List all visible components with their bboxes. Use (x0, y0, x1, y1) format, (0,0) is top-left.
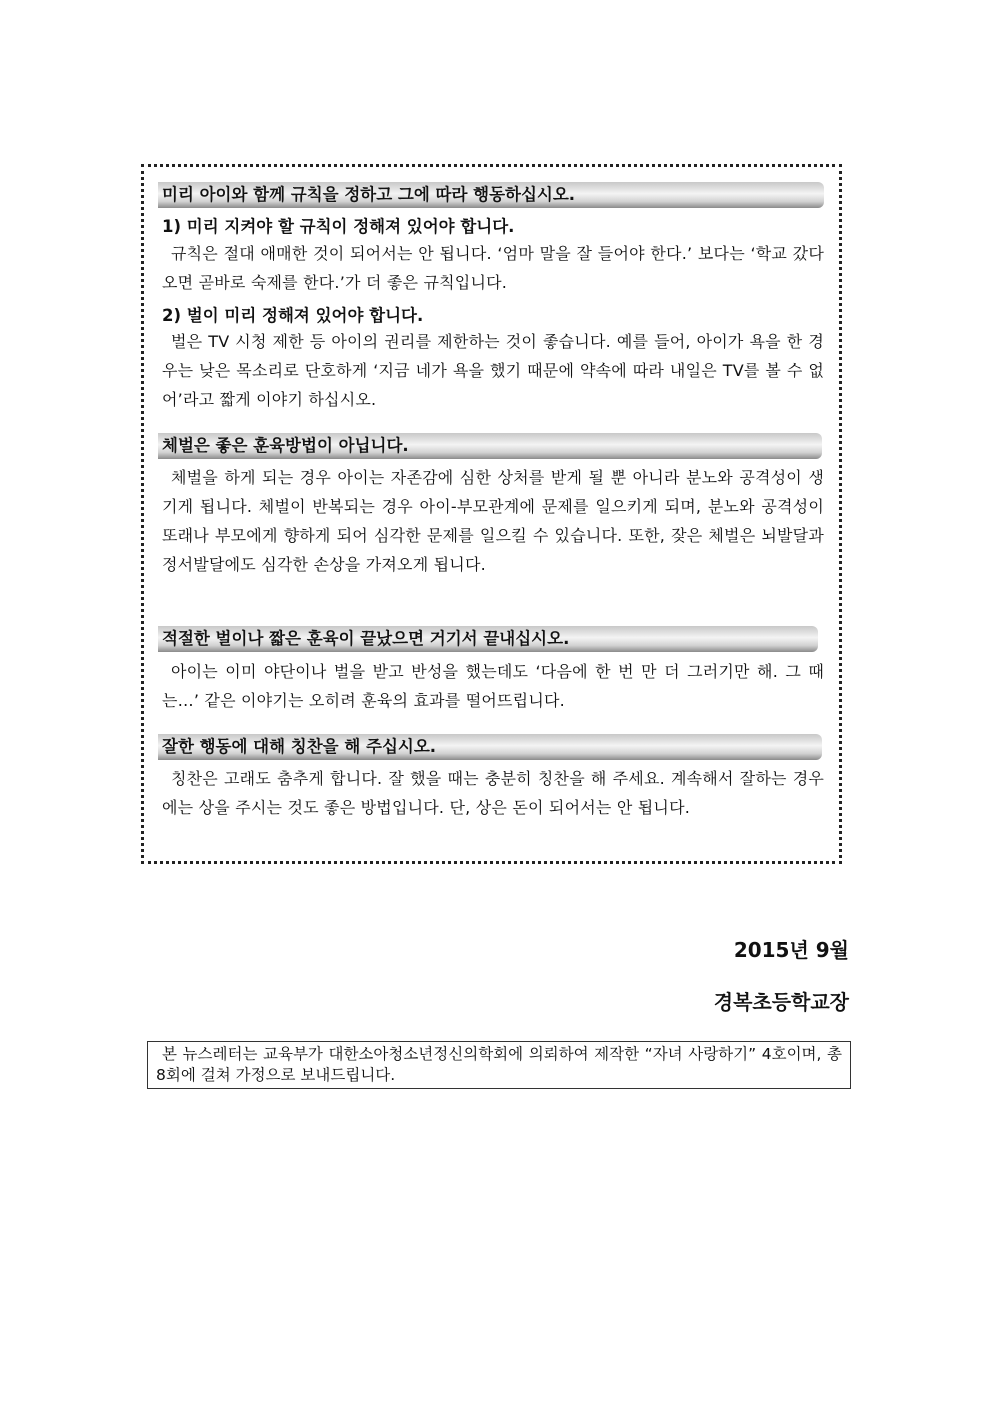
signature: 경복초등학교장 (713, 990, 849, 1014)
footer-note: 본 뉴스레터는 교육부가 대한소아청소년정신의학회에 의뢰하여 제작한 “자녀 사랑하기” 4호이며, 총 8회에 걸쳐 가정으로 보내드립니다. (147, 1041, 851, 1089)
paragraph-punishment: 벌은 TV 시청 제한 등 아이의 권리를 제한하는 것이 좋습니다. 예를 들어, 아이가 욕을 한 경우는 낮은 목소리로 단호하게 ‘지금 네가 욕을 했기 때문에 약속에 따라 내일은 TV를 볼 수 없어’라고 짧게 이야기 하십시오. (162, 332, 824, 409)
paragraph-praise: 칭찬은 고래도 춤추게 합니다. 잘 했을 때는 충분히 칭찬을 해 주세요. 계속해서 잘하는 경우에는 상을 주시는 것도 좋은 방법입니다. 단, 상은 돈이 되어서는 안 됩니다. (162, 769, 824, 817)
section-heading-rules: 미리 아이와 함께 규칙을 정하고 그에 따라 행동하십시오. (158, 182, 824, 208)
issue-date: 2015년 9월 (733, 938, 849, 962)
section-heading-finish: 적절한 벌이나 짧은 훈육이 끝났으면 거기서 끝내십시오. (158, 626, 818, 652)
paragraph-corporal: 체벌을 하게 되는 경우 아이는 자존감에 심한 상처를 받게 될 뿐 아니라 분노와 공격성이 생기게 됩니다. 체벌이 반복되는 경우 아이-부모관계에 문제를 일으키게 되며, 분노와 공격성이 또래나 부모에게 향하게 되어 심각한 문제를 일으킬 수 있습니다. 또한, 잦은 체벌은 뇌발달과 정서발달에도 심각한 손상을 가져오게 됩니다. (162, 468, 824, 574)
paragraph-rules: 규칙은 절대 애매한 것이 되어서는 안 됩니다. ‘엄마 말을 잘 들어야 한다.’ 보다는 ‘학교 갔다 오면 곧바로 숙제를 한다.’가 더 좋은 규칙입니다. (162, 244, 824, 292)
paragraph-finish: 아이는 이미 야단이나 벌을 받고 반성을 했는데도 ‘다음에 한 번 만 더 그러기만 해. 그 때는…’ 같은 이야기는 오히려 훈육의 효과를 떨어뜨립니다. (162, 662, 824, 710)
section-heading-praise: 잘한 행동에 대해 칭찬을 해 주십시오. (158, 734, 822, 760)
section-heading-corporal: 체벌은 좋은 훈육방법이 아닙니다. (158, 433, 822, 459)
subheading-rules: 1) 미리 지켜야 할 규칙이 정해져 있어야 합니다. (162, 217, 515, 236)
subheading-punishment: 2) 벌이 미리 정해져 있어야 합니다. (162, 306, 424, 325)
